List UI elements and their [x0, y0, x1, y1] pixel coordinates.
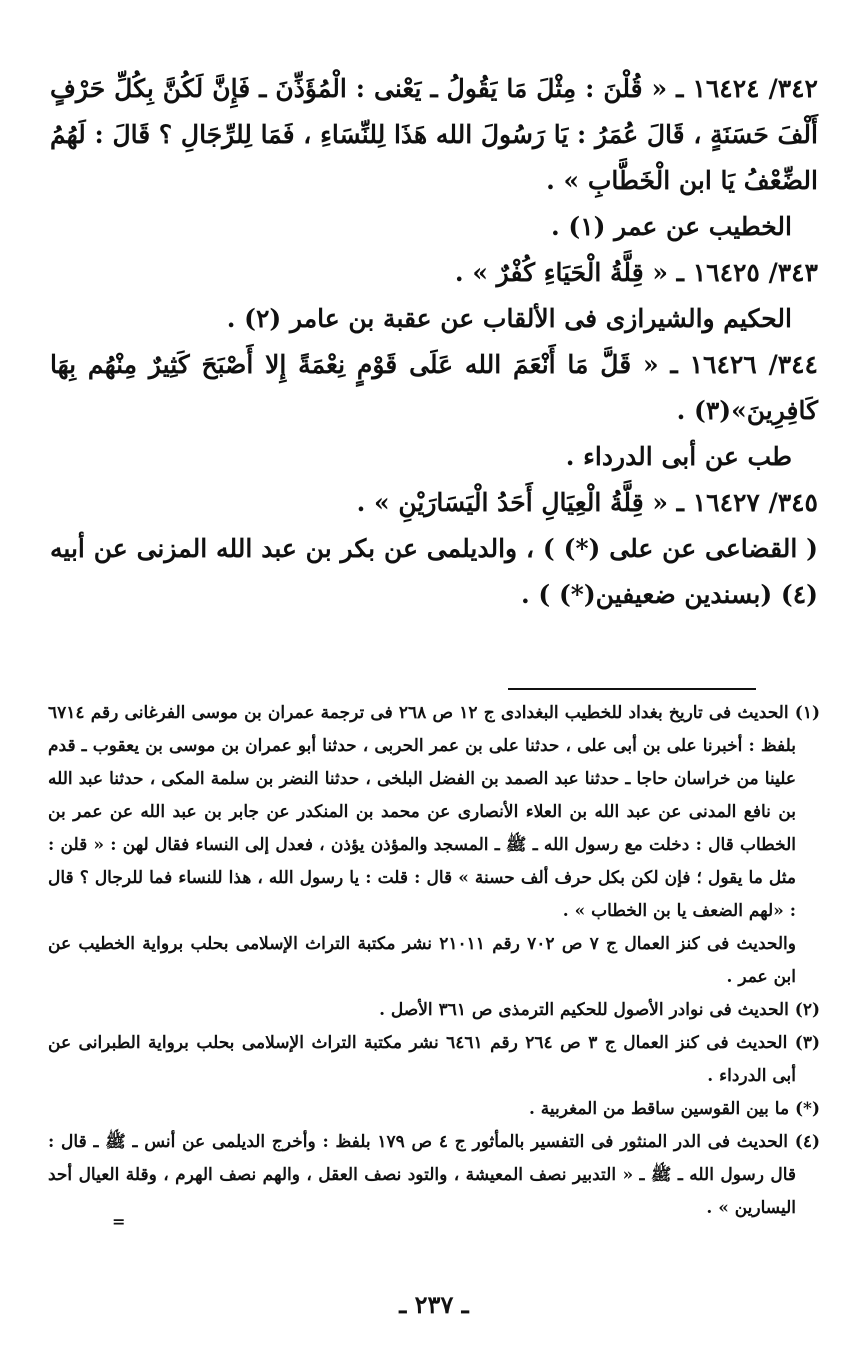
footnote: (٣) الحديث فى كنز العمال ج ٣ ص ٢٦٤ رقم ٦٤٦١ نشر مكتبة التراث الإسلامى بحلب برواية الطبرانى عن أبى الدرداء . — [48, 1033, 820, 1086]
footnote: (*) ما بين القوسين ساقط من المغربية . — [528, 1099, 820, 1119]
hadith-entry: ٣٤٣/ ١٦٤٢٥ ـ « قِلَّةُ الْحَيَاءِ كُفْرٌ » . — [454, 258, 818, 287]
hadith-source: طب عن أبى الدرداء . — [565, 442, 792, 471]
hadith-source: ( القضاعى عن على (*) ) ، والديلمى عن بكر بن عبد الله المزنى عن أبيه (٤) (بسندين ضعيفين(*) ) . — [50, 534, 818, 609]
page-number: ـ ٢٣٧ ـ — [399, 1290, 469, 1319]
hadith-section — [50, 66, 818, 618]
continuation-mark: = — [112, 1212, 126, 1231]
hadith-entry: ٣٤٢/ ١٦٤٢٤ ـ « قُلْنَ : مِثْلَ مَا يَقُولُ ـ يَعْنى : الْمُؤَذِّنَ ـ فَإِنَّ لَكُنَّ بِكُلِّ حَرْفٍ أَلْفَ حَسَنَةٍ ، قَالَ عُمَرُ : يَا رَسُولَ الله هَذَا لِلنِّسَاءِ ، فَمَا لِلرِّجَالِ ؟ قَالَ : لَهُمُ الضِّعْفُ يَا ابن الْخَطَّابِ » . — [50, 74, 818, 195]
footnote: (١) الحديث فى تاريخ بغداد للخطيب البغدادى ج ١٢ ص ٢٦٨ فى ترجمة عمران بن موسى الفرغانى رقم ٦٧١٤ بلفظ : أخبرنا على بن أبى على ، حدثنا على بن عمر الحربى ، حدثنا أبو عمران بن موسى بن يعقوب ـ قدم علينا من خراسان حاجا ـ حدثنا عبد الصمد بن الفضل البلخى ، حدثنا النضر بن سلمة المكى ، حدثنا عبد الله بن نافع المدنى عن عبد الله بن العلاء الأنصارى عن محمد بن المنكدر عن جابر بن عبد الله عن عمر بن الخطاب قال : دخلت مع رسول الله ـ ﷺ ـ المسجد والمؤذن يؤذن ، فعدل إلى النساء فقال لهن : « قلن : مثل ما يقول ؛ فإن لكن بكل حرف ألف حسنة » قال : قلت : يا رسول الله ، هذا للنساء فما للرجال ؟ قال : «لهم الضعف يا بن الخطاب » . — [48, 703, 821, 921]
footnotes-section — [48, 697, 820, 1225]
footnote: (٢) الحديث فى نوادر الأصول للحكيم الترمذى ص ٣٦١ الأصل . — [379, 1000, 820, 1020]
footnote-divider — [508, 688, 756, 690]
hadith-source: الخطيب عن عمر (١) . — [550, 212, 792, 241]
footnote-continuation: والحديث فى كنز العمال ج ٧ ص ٧٠٢ رقم ٢١٠١١ نشر مكتبة التراث الإسلامى بحلب برواية الخطيب عن ابن عمر . — [48, 934, 796, 987]
hadith-source: الحكيم والشيرازى فى الألقاب عن عقبة بن عامر (٢) . — [226, 304, 792, 333]
hadith-entry: ٣٤٥/ ١٦٤٢٧ ـ « قِلَّةُ الْعِيَالِ أَحَدُ الْيَسَارَيْنِ » . — [356, 488, 818, 517]
hadith-entry: ٣٤٤/ ١٦٤٢٦ ـ « قَلَّ مَا أَنْعَمَ الله عَلَى قَوْمٍ نِعْمَةً إِلا أَصْبَحَ كَثِيرٌ مِنْهُم بِهَا كَافِرِينَ»(٣) . — [50, 350, 818, 425]
footnote: (٤) الحديث فى الدر المنثور فى التفسير بالمأثور ج ٤ ص ١٧٩ بلفظ : وأخرج الديلمى عن أنس ـ ﷺ ـ قال : قال رسول الله ـ ﷺ ـ « التدبير نصف المعيشة ، والتود نصف العقل ، والهم نصف الهرم ، وقلة العيال أحد اليسارين » . — [48, 1132, 820, 1218]
